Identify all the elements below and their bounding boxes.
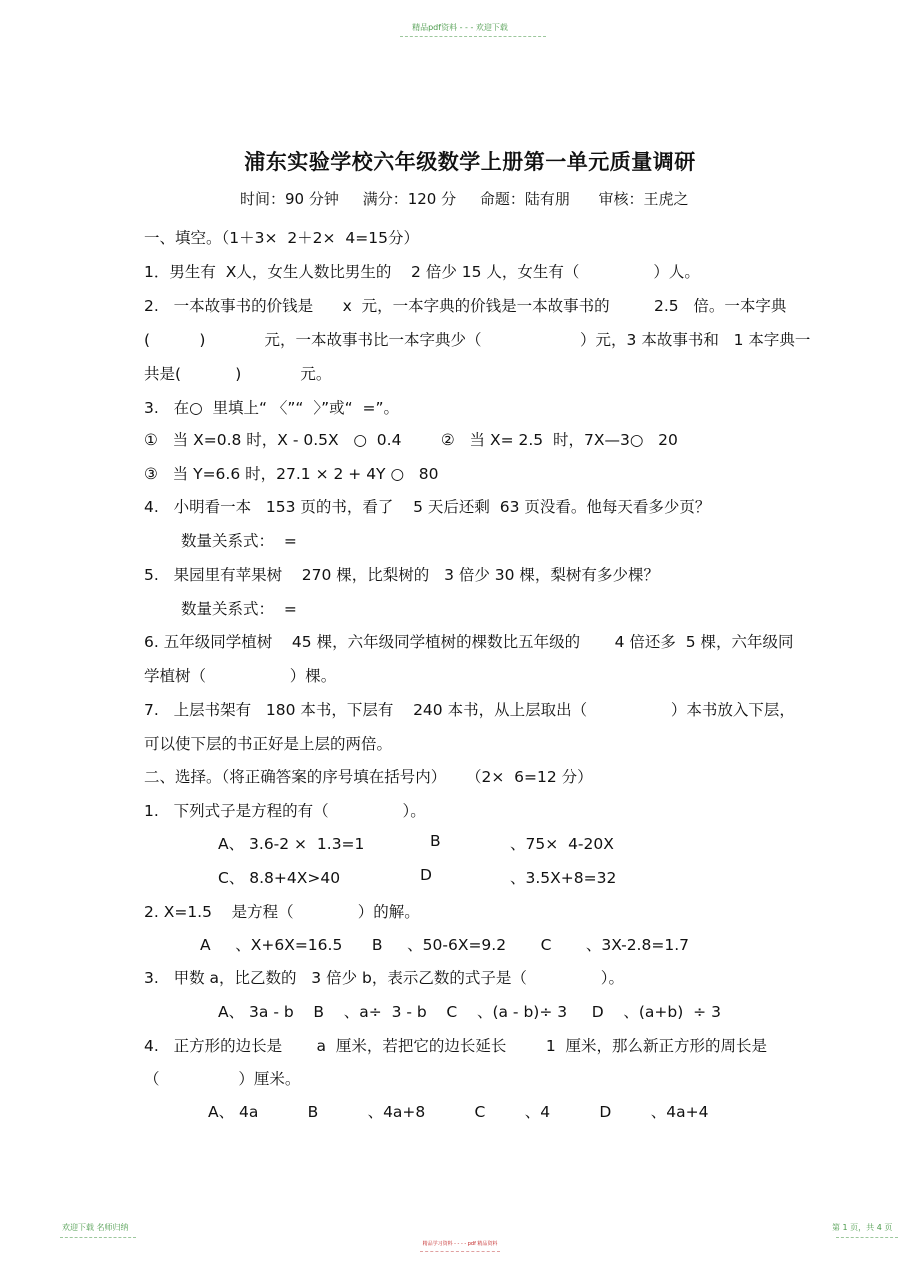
document-title: 浦东实验学校六年级数学上册第一单元质量调研 (244, 150, 696, 174)
question-2-line-2: ( ) 元，一本故事书比一本字典少（ ）元，3 本故事书和 1 本字典一 (144, 331, 811, 349)
footer-left-divider (60, 1237, 136, 1238)
question-3: 3. 在○ 里填上“ 〈”“ 〉”或“ =”。 (144, 399, 400, 417)
choice-3-options: A、 3a - b B 、a÷ 3 - b C 、(a - b)÷ 3 D 、(a+b) ÷ 3 (218, 1003, 721, 1021)
footer-center-divider (420, 1251, 500, 1252)
header-divider (400, 36, 546, 37)
question-5: 5. 果园里有苹果树 270 棵，比梨树的 3 倍少 30 棵，梨树有多少棵？ (144, 566, 659, 584)
choice-question-4-line-2: （ ）厘米。 (144, 1070, 301, 1088)
question-7-line-1: 7. 上层书架有 180 本书，下层有 240 本书，从上层取出（ ）本书放入下层， (144, 701, 795, 719)
question-2-line-3: 共是( ) 元。 (144, 365, 332, 383)
question-4: 4. 小明看一本 153 页的书，看了 5 天后还剩 63 页没看。他每天看多少页？ (144, 498, 711, 516)
choice-question-1: 1. 下列式子是方程的有（ ）。 (144, 802, 426, 820)
choice-1-option-d: 、3.5X+8=32 (510, 869, 617, 887)
page-number: 第 1 页，共 4 页 (832, 1223, 893, 1232)
page-header: 精品pdf资料 - - - 欢迎下载 (412, 23, 508, 32)
footer-right-divider (836, 1237, 898, 1238)
question-3-item-1: ① 当 X=0.8 时，X - 0.5X ○ 0.4 ② 当 X= 2.5 时，7X—3○ 20 (144, 431, 678, 449)
choice-4-options: A、 4a B 、4a+8 C 、4 D 、4a+4 (208, 1103, 709, 1121)
choice-1-option-d-letter: D (420, 866, 432, 884)
choice-1-option-b: 、75× 4-20X (510, 835, 614, 853)
question-6-line-1: 6. 五年级同学植树 45 棵，六年级同学植树的棵数比五年级的 4 倍还多 5 棵，六年级同 (144, 633, 794, 651)
choice-1-option-a: A、 3.6-2 × 1.3=1 (218, 835, 365, 853)
exam-meta: 时间：90 分钟 满分：120 分 命题：陆有朋 审核：王虎之 (240, 190, 689, 208)
choice-question-2: 2. X=1.5 是方程（ ）的解。 (144, 903, 420, 921)
footer-left: 欢迎下载 名师归纳 (62, 1223, 129, 1232)
section1-heading: 一、填空。（1＋3× 2＋2× 4=15分） (144, 229, 419, 247)
question-5-relation: 数量关系式： = (181, 600, 297, 618)
section2-heading: 二、选择。（将正确答案的序号填在括号内） （2× 6=12 分） (144, 768, 593, 786)
choice-2-options: A 、X+6X=16.5 B 、50-6X=9.2 C 、3X-2.8=1.7 (200, 936, 689, 954)
choice-1-option-b-letter: B (430, 832, 441, 850)
footer-center: 精品学习资料 - - - - pdf 精品资料 (422, 1241, 498, 1247)
question-7-line-2: 可以使下层的书正好是上层的两倍。 (144, 735, 393, 753)
question-4-relation: 数量关系式： = (181, 532, 297, 550)
question-3-item-2: ③ 当 Y=6.6 时，27.1 × 2 + 4Y ○ 80 (144, 465, 439, 483)
question-6-line-2: 学植树（ ）棵。 (144, 667, 337, 685)
choice-question-3: 3. 甲数 a，比乙数的 3 倍少 b，表示乙数的式子是（ ）。 (144, 969, 624, 987)
question-2-line-1: 2. 一本故事书的价钱是 x 元，一本字典的价钱是一本故事书的 2.5 倍。一本字典 (144, 297, 787, 315)
question-1: 1．男生有 X人，女生人数比男生的 2 倍少 15 人，女生有（ ）人。 (144, 263, 700, 281)
choice-1-option-c: C、 8.8+4X>40 (218, 869, 341, 887)
choice-question-4-line-1: 4. 正方形的边长是 a 厘米，若把它的边长延长 1 厘米，那么新正方形的周长是 (144, 1037, 768, 1055)
